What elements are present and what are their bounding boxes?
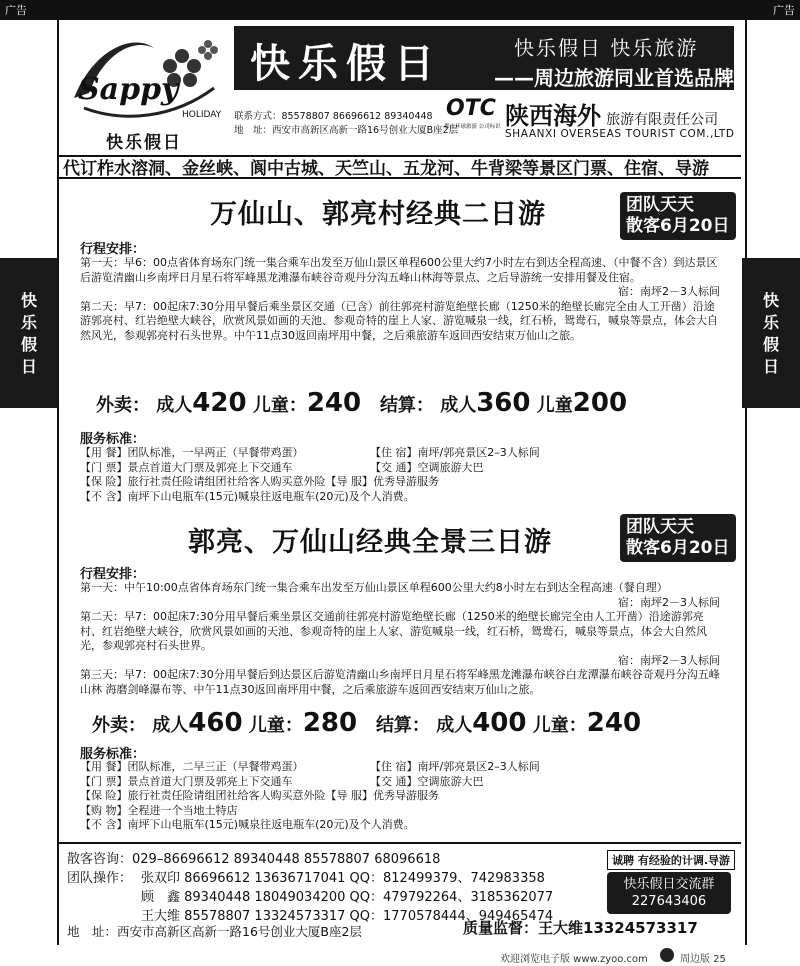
std-shop: 【购 物】全程进一个当地土特店 bbox=[80, 803, 238, 817]
price-settle-label: 结算： bbox=[379, 395, 434, 416]
side-tab-char: 假 bbox=[20, 335, 37, 354]
route2-day2-stay: 宿：南坪2－3人标间 bbox=[618, 653, 720, 667]
side-tab-char: 假 bbox=[762, 335, 779, 354]
route2-standards bbox=[80, 760, 720, 833]
std-meal: 【用 餐】团队标准，一早两正（早餐带鸡蛋） bbox=[80, 446, 304, 459]
price-settle-child-label: 儿童： bbox=[532, 715, 587, 736]
route1-price bbox=[96, 388, 627, 418]
side-tab-char: 乐 bbox=[762, 313, 779, 332]
price-settle-adult: 400 bbox=[472, 708, 527, 738]
footer-inquiry: 散客咨询：029–86696612 89340448 85578807 68096618 bbox=[67, 852, 441, 867]
badge-line1: 团队天天 bbox=[626, 195, 694, 215]
footer-address: 地 址：西安市高新区高新一路16号创业大厦B座2层 bbox=[67, 924, 362, 939]
logo-circle-icon bbox=[660, 948, 674, 962]
price-out-adult: 420 bbox=[192, 388, 247, 418]
route2-schedule-head: 行程安排： bbox=[80, 567, 146, 582]
side-tab-char: 快 bbox=[20, 291, 37, 310]
route1-schedule bbox=[80, 256, 720, 343]
badge-line2: 散客6月20日 bbox=[626, 216, 730, 236]
route2-day1: 第一天：中午10:00点省体育场东门统一集合乘车出发至万仙山景区单程600公里大约8小时左右到达全程高速（餐自理） bbox=[80, 581, 668, 594]
badge-line2: 散客6月20日 bbox=[626, 538, 730, 558]
price-out-label: 外卖： bbox=[92, 715, 146, 736]
std-stay: 【住 宿】南坪/郭亮景区2–3人标间 bbox=[370, 446, 540, 459]
side-tab-char: 日 bbox=[762, 357, 779, 376]
slogan-banner bbox=[234, 26, 734, 90]
route1-standards bbox=[80, 446, 720, 504]
side-tab-char: 乐 bbox=[20, 313, 37, 332]
price-out-adult: 460 bbox=[188, 708, 243, 738]
route2-day3: 第三天：早7：00起床7:30分用早餐后到达景区后游览清幽山乡南坪日月星石将军峰黑龙滩瀑布峡谷白龙潭瀑布峡谷奇观丹分沟五峰山林 海磨剑峰瀑布等、中午11点30返回南坪用中餐，之后乘旅游车返回西安结束万仙山之旅。 bbox=[80, 668, 720, 696]
std-insure: 【保 险】旅行社责任险请组团社给客人购买意外险【导 服】优秀导游服务 bbox=[80, 789, 439, 802]
std-traffic: 【交 通】空调旅游大巴 bbox=[370, 774, 484, 788]
price-settle-child: 240 bbox=[586, 708, 642, 738]
footer-ops1: 张双印 86696612 13636717041 QQ：812499379、742983358 bbox=[141, 871, 545, 886]
price-settle-child: 200 bbox=[572, 388, 628, 418]
brand-logo bbox=[64, 28, 224, 154]
route2-schedule bbox=[80, 581, 720, 697]
ticket-service-bar: 代订柞水溶洞、金丝峡、阆中古城、天竺山、五龙河、牛背梁等景区门票、住宿、导游 bbox=[59, 155, 741, 179]
price-settle-adult-label: 成人 bbox=[436, 715, 473, 736]
route1-day2: 第二天：早7：00起床7:30分用早餐后乘坐景区交通（已含）前往郭亮村游览绝壁长廊（1250米的绝壁长廊完全由人工开凿）沿途游郭亮村、红岩绝壁大峡谷，欣赏风景如画的天池、参观奇特的崖上人家、游览喊泉一线，红石桥，鸳鸯石，喊泉等景点，体会大自然风光，参观郭亮村石头世界。中午11点30返回南坪用中餐，之后乘旅游车返回西安结束万仙山之旅。 bbox=[80, 299, 718, 342]
company-en: SHAANXI OVERSEAS TOURIST COM.,LTD bbox=[505, 128, 735, 140]
footer-ops-label: 团队操作： bbox=[67, 871, 133, 886]
route2-day2: 第二天：早7：00起床7:30分用早餐后乘坐景区交通前往郭亮村游览绝壁长廊（1250米的绝壁长廊完全由人工开凿）沿途游郭亮村、红岩绝壁大峡谷，欣赏风景如画的天池、参观奇特的崖上人家、游览喊泉一线，红石桥，鸳鸯石，喊泉等景点，体会大自然风光，参观郭亮村石头世界。 bbox=[80, 610, 707, 652]
route2-day1-stay: 宿：南坪2－3人标间 bbox=[618, 595, 720, 609]
route1-title: 万仙山、郭亮村经典二日游 bbox=[210, 199, 546, 230]
company-cn: 陕西海外 bbox=[505, 101, 601, 130]
slogan-line2: ——周边旅游同业首选品牌 bbox=[494, 66, 734, 90]
hire-notice: 诚聘 有经验的计调.导游 bbox=[607, 850, 735, 870]
price-out-label: 外卖： bbox=[96, 395, 150, 416]
route1-day1: 第一天：早6：00点省体育场东门统一集合乘车出发至万仙山景区单程600公里大约7小时左右到达全程高速、（中餐不含）到达景区后游览清幽山乡南坪日月星石将军峰黑龙滩瀑布峡谷奇观丹分沟五峰山林海等景点、之后导游统一安排用餐及住宿。 bbox=[80, 256, 718, 284]
price-out-child: 280 bbox=[302, 708, 358, 738]
otc-logo-icon: OTC bbox=[446, 96, 496, 121]
side-tab-left bbox=[0, 258, 58, 408]
bottom-strip bbox=[0, 946, 800, 966]
price-child-label: 儿童： bbox=[252, 395, 307, 416]
edition-label: 周边版 25 bbox=[680, 954, 726, 965]
std-exclude: 【不 含】南坪下山电瓶车(15元)喊泉往返电瓶车(20元)及个人消费。 bbox=[80, 489, 415, 503]
wechat-line1: 快乐假日交流群 bbox=[623, 877, 715, 892]
std-stay: 【住 宿】南坪/郭亮景区2–3人标间 bbox=[370, 760, 540, 773]
footer-quality: 质量监督：王大维13324573317 bbox=[463, 919, 698, 937]
badge-line1: 团队天天 bbox=[626, 517, 694, 537]
std-insure: 【保 险】旅行社责任险请组团社给客人购买意外险【导 服】优秀导游服务 bbox=[80, 475, 439, 488]
price-settle-child-label: 儿童 bbox=[536, 395, 573, 416]
side-tab-char: 日 bbox=[20, 357, 37, 376]
slogan-big: 快乐假日 bbox=[250, 40, 442, 87]
footer-ops2: 顾 鑫 89340448 18049034200 QQ：479792264、3185362077 bbox=[141, 890, 554, 905]
std-ticket: 【门 票】景点首道大门票及郭亮上下交通车 bbox=[80, 460, 293, 474]
route1-day1-stay: 宿：南坪2－3人标间 bbox=[618, 285, 720, 298]
welcome-text: 欢迎浏览电子版 www.zyoo.com bbox=[500, 954, 648, 965]
std-meal: 【用 餐】团队标准，二早三正（早餐带鸡蛋） bbox=[80, 760, 304, 773]
side-tab-char: 快 bbox=[762, 291, 779, 310]
route1-service-head: 服务标准： bbox=[80, 432, 146, 447]
price-child-label: 儿童： bbox=[248, 715, 303, 736]
wechat-line2: 227643406 bbox=[631, 894, 707, 909]
route2-price bbox=[92, 708, 641, 738]
ad-label-right: 广告 bbox=[768, 2, 800, 18]
std-ticket: 【门 票】景点首道大门票及郭亮上下交通车 bbox=[80, 774, 293, 788]
wechat-group bbox=[607, 872, 731, 914]
otc-sub: 都市环球旅游 公司标识 bbox=[444, 124, 501, 130]
price-adult-label: 成人 bbox=[152, 715, 189, 736]
price-settle-adult-label: 成人 bbox=[440, 395, 477, 416]
footer-contacts bbox=[59, 842, 741, 942]
footer-ops3: 王大维 85578807 13324573317 QQ：1770578444、949465474 bbox=[141, 909, 554, 924]
price-settle-adult: 360 bbox=[476, 388, 531, 418]
price-out-child: 240 bbox=[306, 388, 362, 418]
contact-phone: 联系方式：85578807 86696612 89340448 bbox=[234, 111, 433, 122]
std-traffic: 【交 通】空调旅游大巴 bbox=[370, 460, 484, 474]
price-adult-label: 成人 bbox=[156, 395, 193, 416]
contact-address: 地 址：西安市高新区高新一路16号创业大厦B座2层 bbox=[234, 125, 459, 136]
side-tab-right bbox=[742, 258, 800, 408]
ad-label-left: 广告 bbox=[0, 2, 32, 18]
route2-title: 郭亮、万仙山经典全景三日游 bbox=[188, 527, 552, 558]
company-name bbox=[505, 96, 718, 131]
company-cn-tail: 旅游有限责任公司 bbox=[606, 112, 719, 128]
logo-cn: 快乐假日 bbox=[106, 133, 182, 153]
route2-service-head: 服务标准： bbox=[80, 747, 146, 762]
std-exclude: 【不 含】南坪下山电瓶车(15元)喊泉往返电瓶车(20元)及个人消费。 bbox=[80, 818, 415, 831]
top-ad-bar bbox=[0, 0, 800, 20]
route1-schedule-head: 行程安排： bbox=[80, 242, 146, 257]
route2-badge bbox=[620, 514, 736, 562]
price-settle-label: 结算： bbox=[375, 715, 430, 736]
slogan-line1: 快乐假日 快乐旅游 bbox=[514, 36, 699, 60]
contact-block bbox=[234, 110, 458, 138]
logo-script: Sappy bbox=[78, 72, 179, 107]
logo-holiday: HOLIDAY bbox=[182, 110, 222, 120]
route1-badge bbox=[620, 192, 736, 240]
